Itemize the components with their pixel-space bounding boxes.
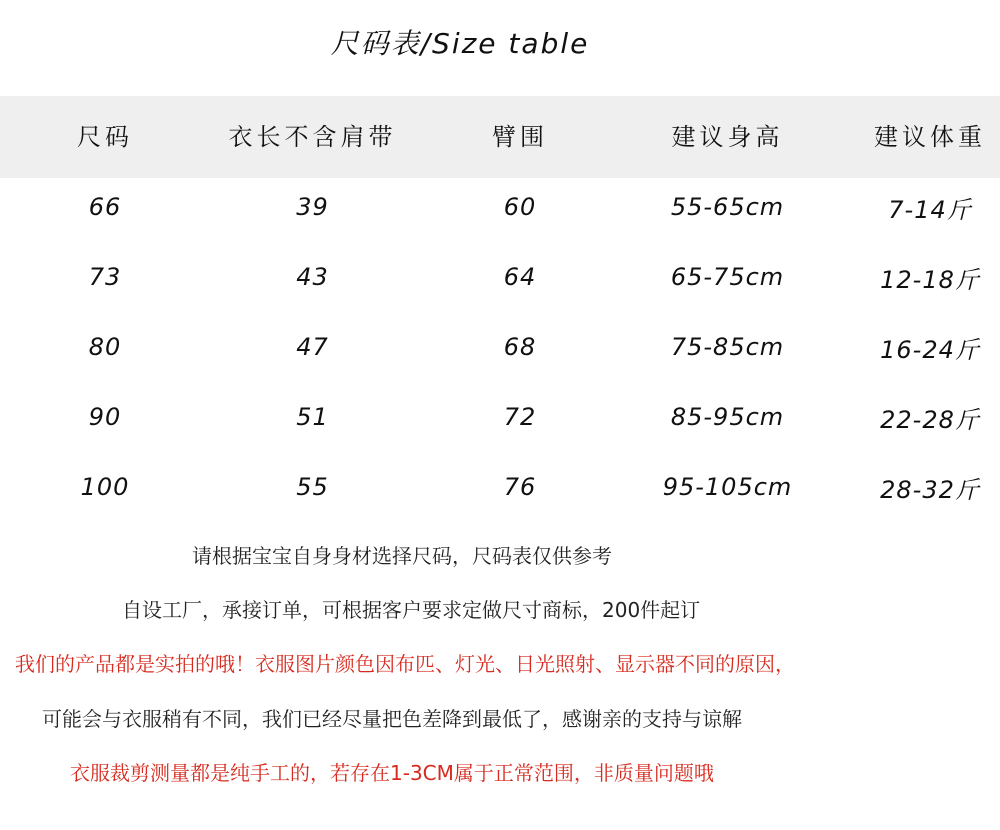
cell-suggested-height: 95-105cm: [662, 473, 793, 501]
thanks-note: 可能会与衣服稍有不同，我们已经尽量把色差降到最低了，感谢亲的支持与谅解: [42, 707, 742, 731]
header-suggested-weight: 建议体重: [874, 123, 986, 151]
cell-suggested-weight: 28-32斤: [880, 475, 980, 504]
cell-arm-circumference: 72: [503, 403, 537, 431]
cell-size: 100: [80, 473, 130, 501]
size-reference-note: 请根据宝宝自身身材选择尺码，尺码表仅供参考: [192, 544, 612, 568]
measurement-tolerance-notice: 衣服裁剪测量都是纯手工的，若存在1-3CM属于正常范围，非质量问题哦: [70, 761, 714, 785]
cell-suggested-height: 55-65cm: [670, 193, 785, 221]
cell-arm-circumference: 60: [503, 193, 537, 221]
cell-length: 39: [296, 193, 329, 221]
table-row: [0, 467, 1000, 507]
cell-suggested-weight: 12-18斤: [880, 265, 980, 294]
cell-suggested-height: 75-85cm: [670, 333, 785, 361]
header-arm-circumference: 臂围: [492, 123, 548, 151]
cell-arm-circumference: 64: [503, 263, 537, 291]
header-length: 衣长不含肩带: [228, 123, 397, 151]
cell-size: 73: [88, 263, 122, 291]
header-suggested-height: 建议身高: [671, 123, 784, 151]
cell-length: 51: [296, 403, 329, 431]
cell-length: 55: [296, 473, 329, 501]
table-row: [0, 327, 1000, 367]
factory-order-note: 自设工厂，承接订单，可根据客户要求定做尺寸商标，200件起订: [122, 598, 701, 622]
table-row: [0, 397, 1000, 437]
cell-size: 80: [88, 333, 122, 361]
cell-arm-circumference: 76: [503, 473, 537, 501]
table-row: [0, 187, 1000, 227]
cell-suggested-height: 65-75cm: [670, 263, 785, 291]
cell-size: 90: [88, 403, 122, 431]
cell-suggested-weight: 7-14斤: [888, 195, 972, 224]
cell-suggested-weight: 22-28斤: [880, 405, 980, 434]
page-title: 尺码表/Size table: [330, 27, 590, 60]
header-size: 尺码: [77, 123, 133, 151]
cell-size: 66: [88, 193, 122, 221]
cell-suggested-height: 85-95cm: [670, 403, 785, 431]
cell-arm-circumference: 68: [503, 333, 537, 361]
cell-suggested-weight: 16-24斤: [880, 335, 980, 364]
cell-length: 43: [296, 263, 329, 291]
cell-length: 47: [296, 333, 329, 361]
color-difference-notice: 我们的产品都是实拍的哦！衣服图片颜色因布匹、灯光、日光照射、显示器不同的原因，: [15, 652, 795, 676]
table-row: [0, 257, 1000, 297]
